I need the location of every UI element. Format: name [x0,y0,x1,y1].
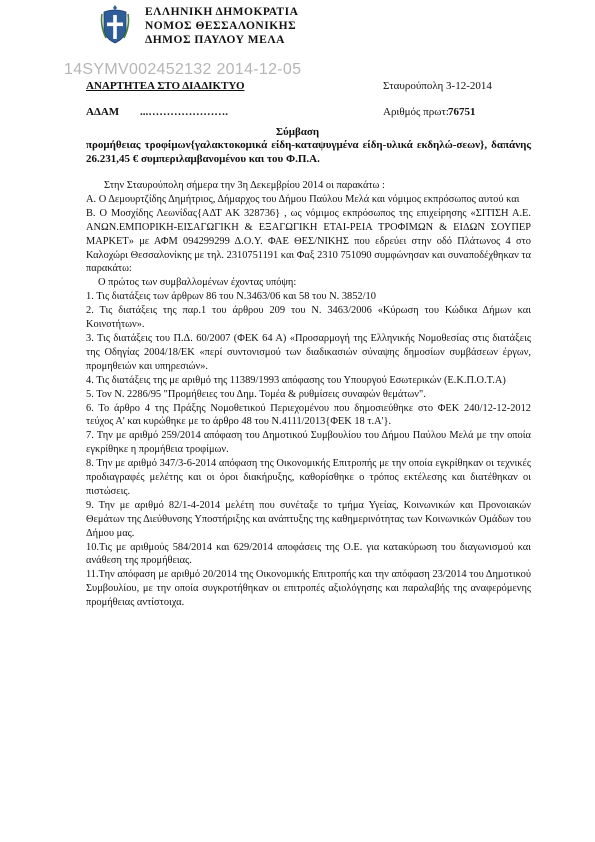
clause-5: 5. Τον Ν. 2286/95 "Προμήθειες του Δημ. Τομέα & ρυθμίσεις συναφών θεμάτων". [86,388,426,400]
party-a-paragraph: Α. Ο Δεμουρτζίδης Δημήτριος, Δήμαρχος του Δήμου Παύλου Μελά και νόμιμος εκπρόσωπος αυτού και [86,193,520,205]
clause-10: 10.Τις με αριθμούς 584/2014 και 629/2014 αποφάσεις της Ο.Ε. για κατακύρωση του διαγωνισμού και ανάθεση της προμήθειας. [86,541,531,567]
clause-9: 9. Την με αριθμό 82/1-4-2014 μελέτη που συνέταξε το τμήμα Υγείας, Κοινωνικών και Προνοιακών Θεμάτων της Διεύθυνσης Υποστήριξης και ανάπτυξης της καθημερινότητας των Κοινωνικών Ομάδων του Δήμου μας. [86,499,531,539]
posted-online-label: ΑΝΑΡΤΗΤΕΑ ΣΤΟ ΔΙΑΔΙΚΤΥΟ [86,80,245,92]
contract-body [86,179,531,610]
adam-value: ...…………………. [140,106,228,118]
clause-6: 6. Το άρθρο 4 της Πράξης Νομοθετικού Περιεχομένου που δημοσιεύθηκε στο ΦΕΚ 240/12-12-2012 τεύχος Α' και κυρώθηκε με το άρθρο 48 του Ν.4111/2013{ΦΕΚ 18 τ.Α'}. [86,402,531,428]
clause-8: 8. Την με αριθμό 347/3-6-2014 απόφαση της Οικονομικής Επιτροπής με την οποία εγκρίθηκαν οι τεχνικές προδιαγραφές μελέτης και οι όροι διακήρυξης, καθορίσθηκε ο τρόπος εκτέλεσης και διατέθηκαν οι πιστώσεις. [86,458,531,497]
header-municipality: ΔΗΜΟΣ ΠΑΥΛΟΥ ΜΕΛΑ [145,34,285,46]
contract-subject: προμήθειας τροφίμων{γαλακτοκομικά είδη-καταψυγμένα είδη-υλικά εκδηλώ-σεων}, δαπάνης 26.231,45 € συμπεριλαμβανομένου και του Φ.Π.Α. [86,139,531,165]
document-title: Σύμβαση [275,126,320,138]
header-prefecture: ΝΟΜΟΣ ΘΕΣΣΑΛΟΝΙΚΗΣ [145,20,297,32]
party-b-paragraph: Β. Ο Μοσχίδης Λεωνίδας{ΑΔΤ ΑΚ 328736} , ως νόμιμος εκπρόσωπος της επιχείρησης «ΣΙΤΙΣΗ Α.Ε. ΑΝΩΝ.ΕΜΠΟΡΙΚΗ-ΕΙΣΑΓΩΓΙΚΗ & ΕΞΑΓΩΓΙΚΗ ΕΤΑΙ-ΡΕΙΑ ΤΡΟΦΙΜΩΝ & ΕΙΔΩΝ ΣΟΥΠΕΡ ΜΑΡΚΕΤ» με ΑΦΜ 094299299 Δ.Ο.Υ. ΦΑΕ ΘΕΣ/ΝΙΚΗΣ που εδρεύει στην οδό Πλάτωνος 4 στο Καλοχώρι Θεσσαλονίκης με τηλ. 2310751191 και Φαξ 2310 751090 συμφώνησαν και συναποδέχθηκαν τα παρακάτω: [86,207,531,275]
clause-7: 7. Την με αριθμό 259/2014 απόφαση του Δημοτικού Συμβουλίου του Δήμου Παύλου Μελά με την οποία εγκρίθηκε η προμήθεια τροφίμων. [86,430,531,456]
clause-1: 1. Τις διατάξεις των άρθρων 86 του Ν.3463/06 και 58 του Ν. 3852/10 [86,291,376,303]
clause-4: 4. Τις διατάξεις της με αριθμό της 11389/1993 απόφασης του Υπουργού Εσωτερικών (Ε.Κ.Π.Ο.Τ.Α) [86,374,506,386]
clause-11: 11.Την απόφαση με αριθμό 20/2014 της Οικονομικής Επιτροπής και την απόφαση 23/2014 του Δημοτικού Συμβουλίου, με την οποία συγκροτήθηκαν οι επιτροπές αξιολόγησης και παραλαβής της αναφερόμενης προμήθειας αντίστοιχα. [86,569,531,609]
considering-paragraph: Ο πρώτος των συμβαλλομένων έχοντας υπόψη: [98,277,297,289]
greek-coat-of-arms-icon [100,4,130,44]
opening-paragraph: Στην Σταυρούπολη σήμερα την 3η Δεκεμβρίου 2014 οι παρακάτω : [104,180,385,191]
place-date: Σταυρούπολη 3-12-2014 [383,80,492,92]
protocol-label: Αριθμός πρωτ: [383,106,449,118]
adam-label: ΑΔΑΜ [86,106,120,118]
document-id-watermark: 14SYMV002452132 2014-12-05 [64,61,302,78]
header-republic: ΕΛΛΗΝΙΚΗ ΔΗΜΟΚΡΑΤΙΑ [145,6,299,18]
clause-2: 2. Τις διατάξεις της παρ.1 του άρθρου 209 του Ν. 3463/2006 «Κύρωση του Κώδικα Δήμων και Κοινοτήτων». [86,305,531,331]
clause-3: 3. Τις διατάξεις του Π.Δ. 60/2007 (ΦΕΚ 64 Α) «Προσαρμογή της Ελληνικής Νομοθεσίας στις διατάξεις της Οδηγίας 2004/18/ΕΚ «περί συντονισμού των διαδικασιών σύναψης δημοσίων συμβάσεων έργων, προμηθειών και υπηρεσιών». [86,332,531,372]
protocol-number: 76751 [448,106,476,118]
